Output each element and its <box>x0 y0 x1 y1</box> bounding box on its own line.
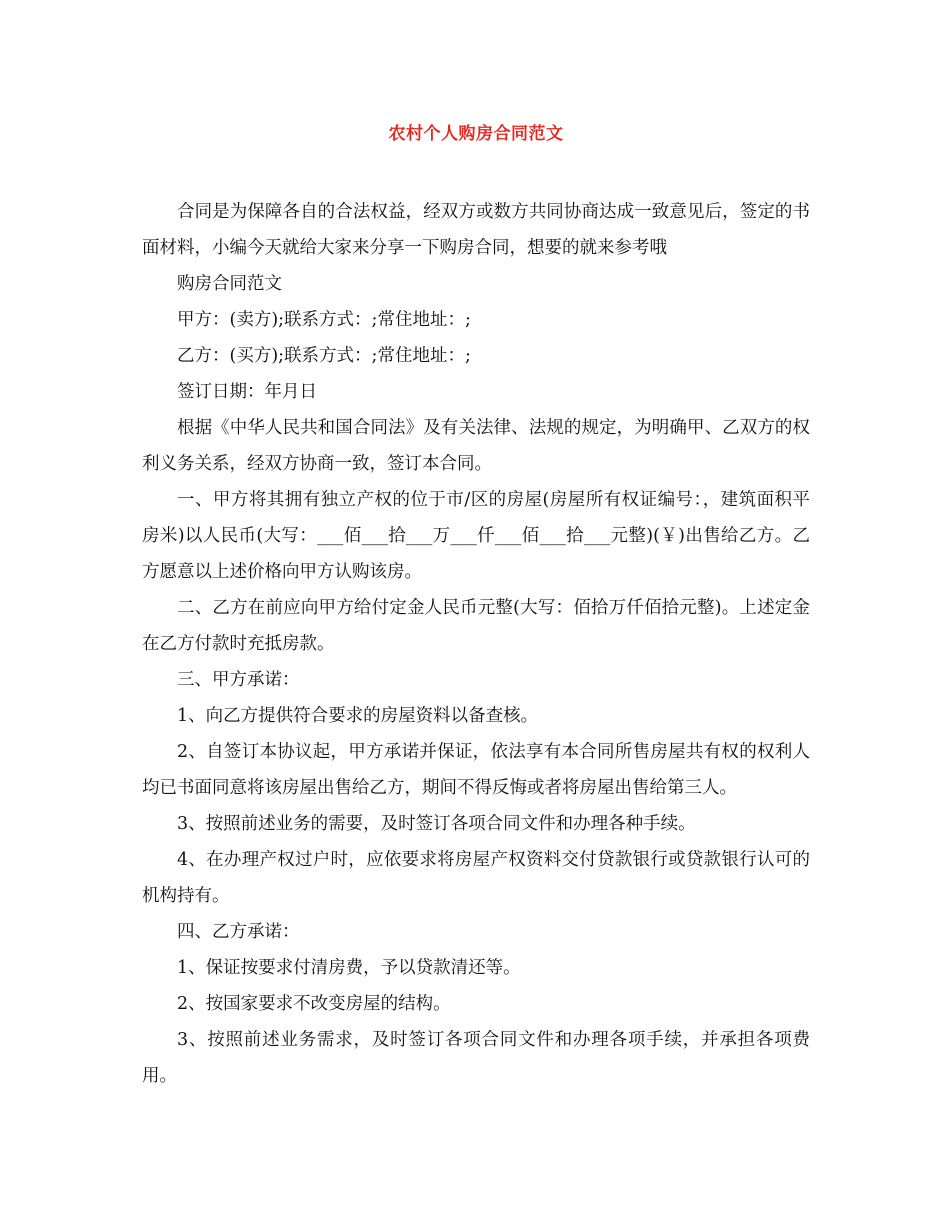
signing-date-line: 签订日期：年月日 <box>177 382 317 402</box>
clause-4-item-2: 2、按国家要求不改变房屋的结构。 <box>177 994 451 1014</box>
clause-3-item-2: 2、自签订本协议起，甲方承诺并保证，依法享有本合同所售房屋共有权的权利人均已书面同意将该房屋出售给乙方，期间不得反悔或者将房屋出售给第三人。 <box>142 742 810 798</box>
contract-heading: 购房合同范文 <box>177 274 282 294</box>
clause-4-item-1: 1、保证按要求付清房费，予以贷款清还等。 <box>177 958 521 978</box>
clause-4-heading: 四、乙方承诺： <box>177 922 300 942</box>
document-body <box>142 194 810 1094</box>
party-b-line: 乙方：(买方);联系方式：;常住地址：; <box>177 346 471 366</box>
clause-3-item-3: 3、按照前述业务的需要，及时签订各项合同文件和办理各种手续。 <box>177 814 696 834</box>
clause-3-item-1: 1、向乙方提供符合要求的房屋资料以备查核。 <box>177 706 539 726</box>
document-title: 农村个人购房合同范文 <box>388 124 564 144</box>
clause-3-item-4: 4、在办理产权过户时，应依要求将房屋产权资料交付贷款银行或贷款银行认可的机构持有。 <box>142 850 810 906</box>
party-a-line: 甲方：(卖方);联系方式：;常住地址：; <box>177 310 471 330</box>
clause-3-heading: 三、甲方承诺： <box>177 670 300 690</box>
clause-2-paragraph: 二、乙方在前应向甲方给付定金人民币元整(大写：佰拾万仟佰拾元整)。上述定金在乙方付款时充抵房款。 <box>142 598 810 654</box>
intro-paragraph: 合同是为保障各自的合法权益，经双方或数方共同协商达成一致意见后，签定的书面材料，小编今天就给大家来分享一下购房合同，想要的就来参考哦 <box>142 202 810 258</box>
preamble-paragraph: 根据《中华人民共和国合同法》及有关法律、法规的规定，为明确甲、乙双方的权利义务关系，经双方协商一致，签订本合同。 <box>142 418 810 474</box>
clause-4-item-3: 3、按照前述业务需求，及时签订各项合同文件和办理各项手续，并承担各项费用。 <box>142 1030 810 1086</box>
clause-1-paragraph: 一、甲方将其拥有独立产权的位于市/区的房屋(房屋所有权证编号：，建筑面积平房米)以人民币(大写：___佰___拾___万___仟___佰___拾___元整)(￥)出售给乙方。乙方愿意以上述价格向甲方认购该房。 <box>142 490 810 582</box>
